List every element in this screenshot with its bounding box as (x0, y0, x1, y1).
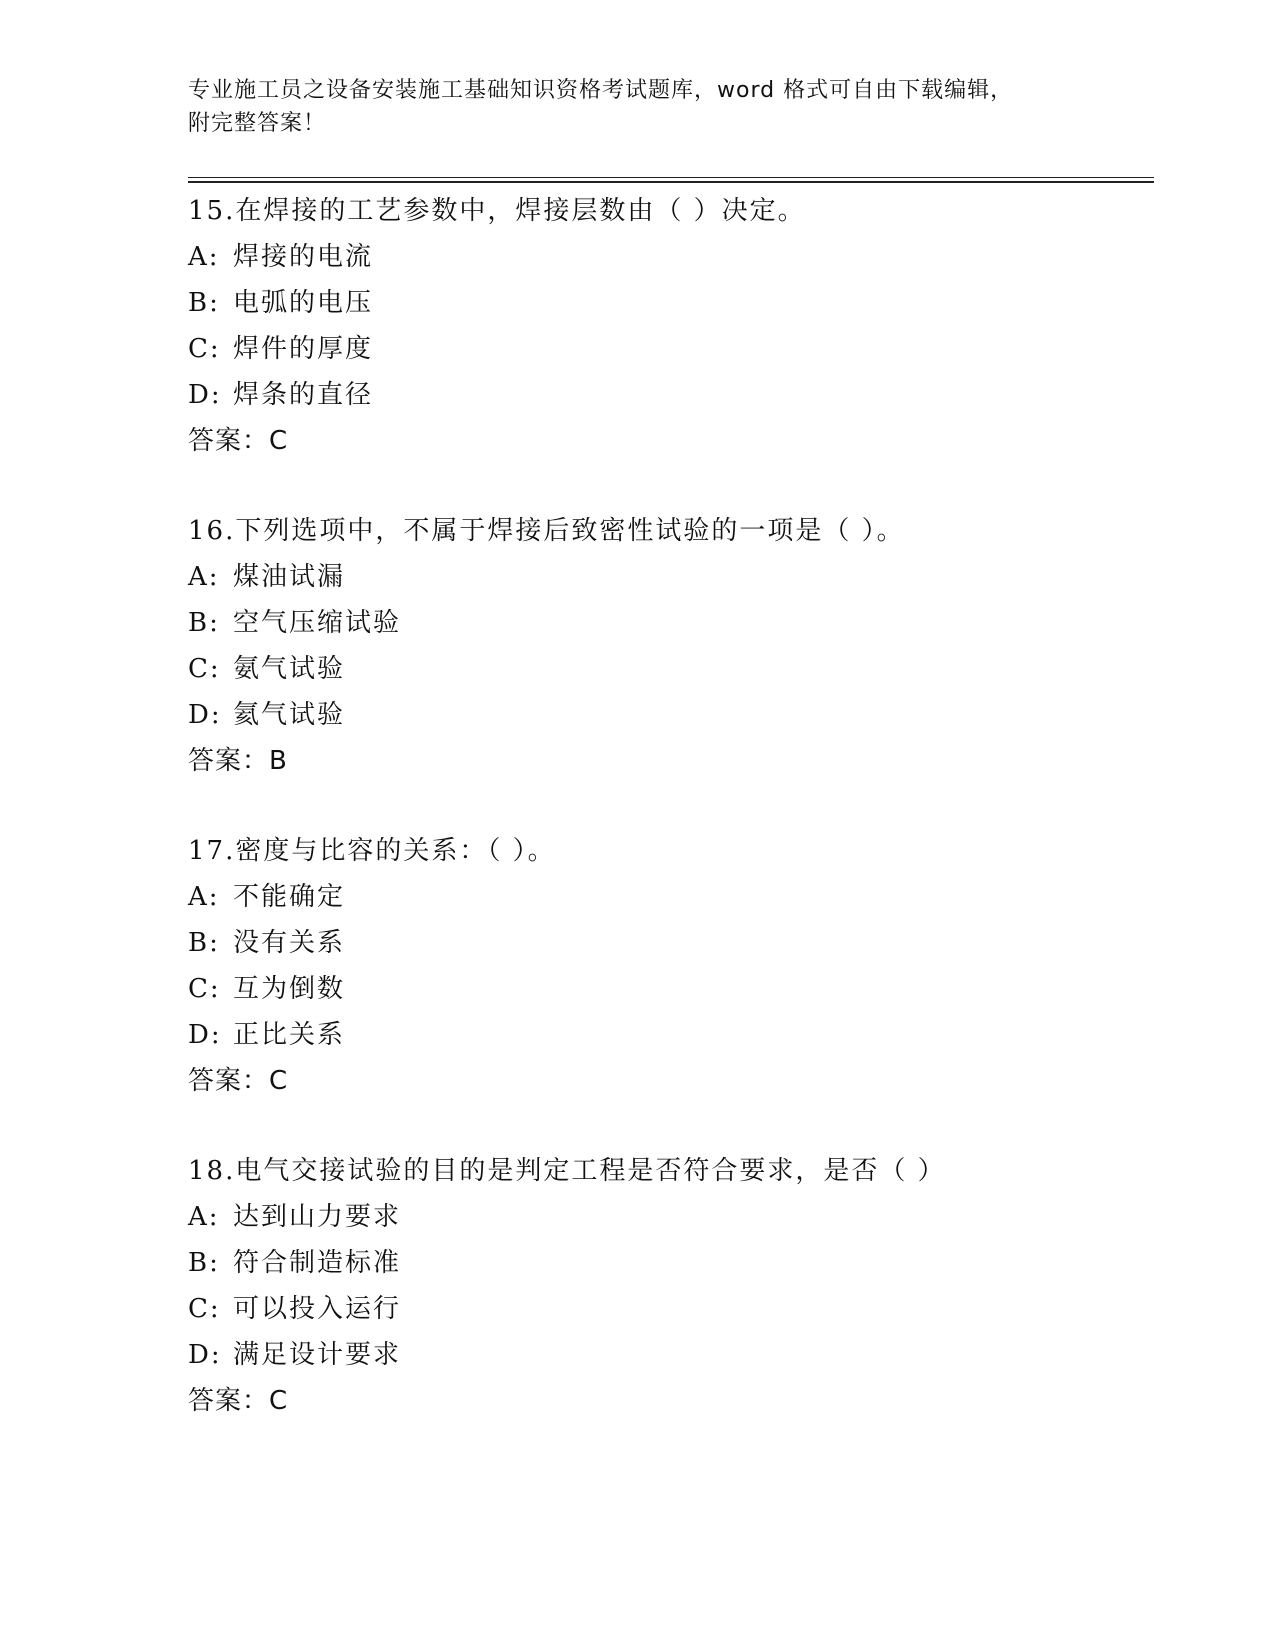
option-text: 可以投入运行 (233, 1294, 402, 1324)
option-letter: D: (188, 1340, 222, 1370)
option-text: 不能确定 (233, 882, 346, 912)
option-letter: C: (188, 654, 221, 684)
option-letter: D: (188, 700, 222, 730)
question-stem: 18.电气交接试验的目的是判定工程是否符合要求，是否（ ） (188, 1156, 946, 1186)
option-b (188, 600, 1188, 646)
question-stem: 15.在焊接的工艺参数中，焊接层数由（ ）决定。 (188, 196, 806, 226)
option-b (188, 920, 1188, 966)
document-header (188, 74, 1088, 140)
question-15 (188, 188, 1188, 464)
option-text: 氨气试验 (233, 654, 346, 684)
question-17 (188, 828, 1188, 1104)
option-a (188, 234, 1188, 280)
header-divider-thick (188, 181, 1154, 183)
option-b (188, 280, 1188, 326)
option-letter: A: (188, 1202, 220, 1232)
option-letter: B: (188, 288, 220, 318)
option-c (188, 1286, 1188, 1332)
option-text: 焊条的直径 (233, 380, 374, 410)
question-stem: 16.下列选项中，不属于焊接后致密性试验的一项是（ ）。 (188, 516, 905, 546)
option-text: 满足设计要求 (233, 1340, 402, 1370)
option-letter: B: (188, 928, 220, 958)
option-a (188, 1194, 1188, 1240)
option-d (188, 692, 1188, 738)
option-letter: C: (188, 1294, 221, 1324)
option-letter: A: (188, 242, 220, 272)
option-c (188, 646, 1188, 692)
option-letter: D: (188, 380, 222, 410)
option-d (188, 372, 1188, 418)
option-text: 电弧的电压 (233, 288, 374, 318)
option-text: 焊件的厚度 (233, 334, 374, 364)
option-letter: D: (188, 1020, 222, 1050)
option-text: 没有关系 (233, 928, 346, 958)
option-b (188, 1240, 1188, 1286)
option-c (188, 326, 1188, 372)
option-a (188, 874, 1188, 920)
option-d (188, 1332, 1188, 1378)
question-stem: 17.密度与比容的关系：（ ）。 (188, 836, 556, 866)
option-c (188, 966, 1188, 1012)
option-d (188, 1012, 1188, 1058)
option-text: 煤油试漏 (233, 562, 346, 592)
option-text: 焊接的电流 (233, 242, 374, 272)
option-letter: C: (188, 974, 221, 1004)
option-text: 氦气试验 (233, 700, 346, 730)
option-text: 空气压缩试验 (233, 608, 402, 638)
option-letter: C: (188, 334, 221, 364)
option-letter: A: (188, 562, 220, 592)
answer-line: 答案：C (188, 1066, 289, 1096)
option-letter: A: (188, 882, 220, 912)
answer-line: 答案：C (188, 1386, 289, 1416)
option-text: 达到山力要求 (233, 1202, 402, 1232)
question-16 (188, 508, 1188, 784)
option-text: 符合制造标准 (233, 1248, 402, 1278)
option-a (188, 554, 1188, 600)
header-line-1: 专业施工员之设备安装施工基础知识资格考试题库，word 格式可自由下载编辑， (188, 78, 1014, 103)
question-18 (188, 1148, 1188, 1424)
answer-line: 答案：C (188, 426, 289, 456)
header-line-2: 附完整答案！ (188, 111, 327, 136)
option-text: 正比关系 (233, 1020, 346, 1050)
option-text: 互为倒数 (233, 974, 346, 1004)
answer-line: 答案：B (188, 746, 288, 776)
option-letter: B: (188, 1248, 220, 1278)
header-divider-thin (188, 177, 1154, 178)
option-letter: B: (188, 608, 220, 638)
